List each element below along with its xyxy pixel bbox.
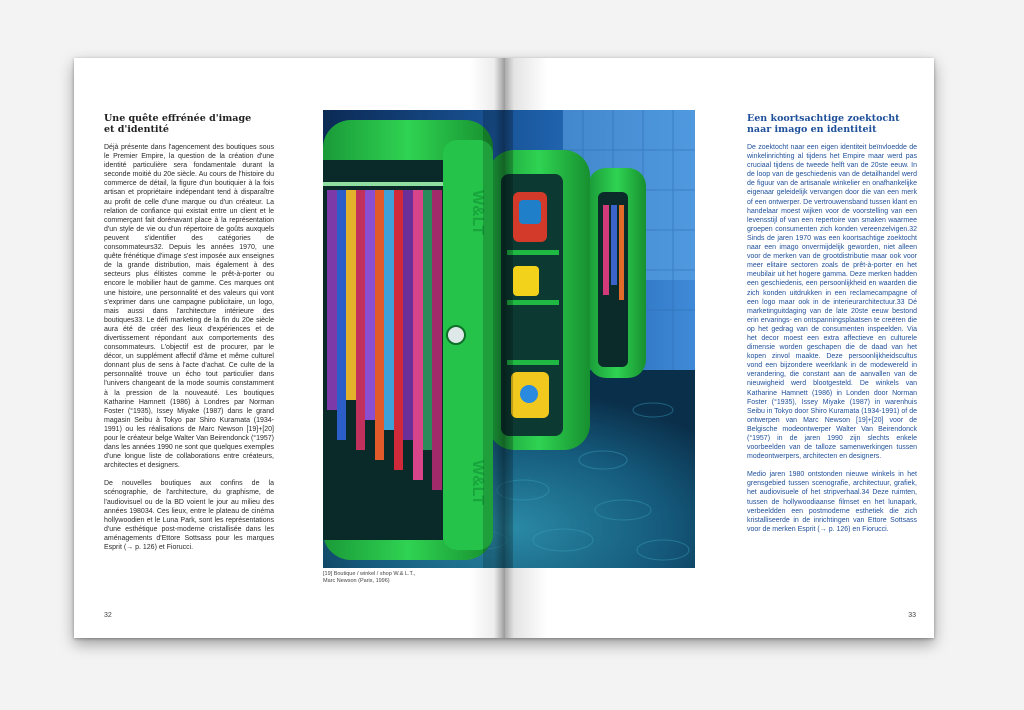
right-paragraph-2: Medio jaren 1980 ontstonden nieuwe winkels in het grensgebied tussen scenografie, architectuur, grafiek, het audiovisuele of het stripverhaal.34 Deze ruimten, tussen de hollywoodiaanse filmset en het lunapark, verbeeldden een postmoderne esthetiek die zich kristalliseerde in de inrichtingen van Ettore Sottsass voor de merken Esprit (→ p. 126) en Fiorucci.	[747, 471, 917, 533]
right-paragraph-1: De zoektocht naar een eigen identiteit beïnvloedde de winkelinrichting al tijdens het Empire maar werd pas cruciaal tijdens de tweede helft van de 20ste eeuw. In de loop van de geschiedenis van de detailhandel werd de figuur van de artisanale winkelier en onafhankelijke eigenaar geleidelijk vervangen door die van een merk of een ontwerper. De vertrouwensband tussen klant en handelaar moest wijken voor de voorstelling van een levensstijl of van een repertoire van smaken waarmee groepen consumenten zich konden vereenzelvigen.32 Sinds de jaren 1970 was een koortsachtige zoektocht naar een imago onvermijdelijk geworden, niet alleen voor de merken van de grootdistributie maar ook voor meer elitaire sectoren zoals de prêt-à-porter en het meubilair uit het hogere gamma. Deze merken hadden een geschiedenis, een persoonlijkheid en waarden die zich konden uitdrukken in een reclamecampagne of een logo maar ook in de interieurarchitectuur.33 Dé marketinguitdaging van de late 20ste eeuw bestond erin ervarings- en ontspanningsplaatsen te creëren die op het gedrag van de consumenten inspeelden. Via het decor moest een extra affectieve en culturele dimensie worden geschapen die de daad van het kopen zinvol maakte. Deze persoonlijkheidscultus vond een bijzondere weerklank in de modewereld in verandering, die constant aan de aanvallen van de nieuwigheid werd blootgesteld. De winkels van Katharine Hamnett (1986) in Londen door Norman Foster (°1935), Issey Miyake (1987) in warenhuis Seibu in Tokyo door Shiro Kuramata (1934-1991) of de ontwerpen van Marc Newson [19]+[20] voor de Belgische modeontwerper Walter Van Beirendonck (°1957) in de jaren 1990 zijn slechts enkele voorbeelden van de talloze samenwerkingen tussen modeontwerpers, architecten en designers.	[747, 144, 917, 461]
left-heading	[104, 113, 274, 135]
left-heading-line1: Une quête effrénée d'image	[104, 113, 252, 124]
right-heading-line2: naar imago en identiteit	[747, 124, 877, 135]
right-page-number: 33	[908, 612, 916, 619]
left-text-column	[104, 113, 274, 561]
left-heading-line2: et d'identité	[104, 124, 169, 135]
caption-line1: [19] Boutique / winkel / shop W.& L.T.,	[323, 571, 416, 577]
left-page-number: 32	[104, 612, 112, 619]
right-heading-line1: Een koortsachtige zoektocht	[747, 113, 900, 124]
right-text-column	[747, 113, 917, 543]
book-gutter	[494, 58, 514, 638]
booth-far	[588, 168, 646, 378]
booth-logo-bottom: W&LT	[469, 460, 486, 506]
left-paragraph-1: Déjà présente dans l'agencement des boutiques sous le Premier Empire, la question de la création d'une identité particulière sera fondamentale durant la seconde moitié du 20e siècle. Au cours de l'histoire du commerce de détail, la figure d'un boutiquier à la fois artisan et propriétaire indépendant tend à disparaître au profit de celle d'une marque ou d'un créateur. La relation de confiance qui existait entre un client et le commerçant fait dorénavant place à la représentation d'un style de vie ou d'un répertoire de goûts auxquels peuvent s'identifier des catégories de consommateurs32. Depuis les années 1970, une quête frénétique d'image s'est imposée aux enseignes de la grande distribution, mais également à des secteurs plus élitistes comme le prêt-à-porter ou encore le mobilier haut de gamme. Ces marques ont une histoire, une personnalité et des valeurs qui vont s'exprimer dans une campagne publicitaire, un logo, mais aussi dans l'architecture intérieure des boutiques33. Le défi marketing de la fin du 20e siècle aura été de créer des lieux d'expériences et de divertissement répondant aux comportements des consommateurs. L'objectif est de procurer, par le décor, un supplément affectif d'âme et même culturel donnant plus de sens à l'acte d'achat. Ce culte de la personnalité trouve un écho tout particulier dans l'univers changeant de la mode soumis constamment à la pression de la nouveauté. Les boutiques Katharine Hamnett (1986) à Londres par Norman Foster (°1935), Issey Miyake (1987) dans le grand magasin Seibu à Tokyo par Shiro Kuramata (1934-1991) ou les réalisations de Marc Newson [19]+[20] pour le créateur belge Walter Van Beirendonck (°1957) dans les années 1990 ne sont que quelques exemples d'une longue liste de collaborations entre créateurs, architectes et designers.	[104, 144, 274, 470]
left-paragraph-2: De nouvelles boutiques aux confins de la scénographie, de l'architecture, du graphisme, de l'audiovisuel ou de la BD voient le jour au milieu des années 198034. Ces lieux, entre le plateau de cinéma hollywoodien et le Luna Park, sont les représentations d'une esthétique post-moderne cristallisée dans les aménagements d'Ettore Sottsass pour les marques Esprit (→ p. 126) et Fiorucci.	[104, 480, 274, 552]
booth-near	[323, 120, 493, 560]
booth-logo-top: W&LT	[469, 190, 486, 236]
open-book-spread	[74, 58, 934, 638]
photo-caption	[323, 571, 503, 585]
right-heading	[747, 113, 917, 135]
caption-line2: Marc Newson (Paris, 1996)	[323, 578, 390, 584]
